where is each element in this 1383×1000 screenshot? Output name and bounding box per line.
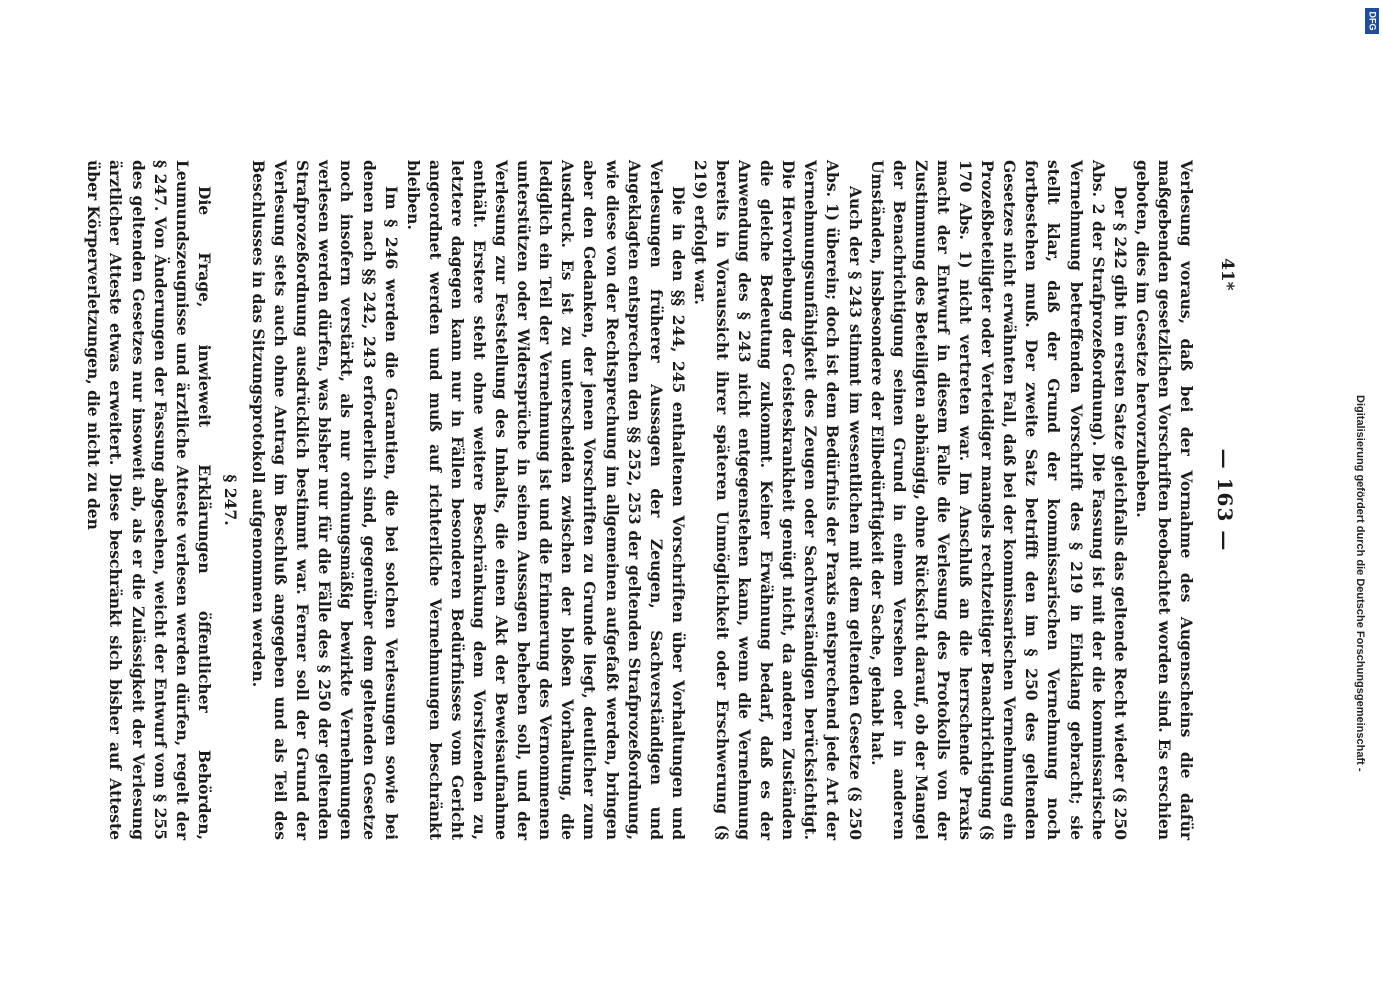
dfg-logo xyxy=(1365,8,1379,34)
paragraph: Die in den §§ 244, 245 enthaltenen Vorschriften über Vorhaltungen und Verlesungen früherer Aussagen der Zeugen, Sachverständigen und Angeklagten entsprechen den §§ 252, 253 der geltenden Strafprozeßordnung, wie diese von der Rechtsprechung im allgemeinen aufgefaßt werden, bringen aber den Gedanken, der jenen Vorschriften zu Grunde liegt, deutlicher zum Ausdruck. Es ist zu unterscheiden zwischen der bloßen Vorhaltung, die lediglich ein Teil der Vernehmung ist und die Erinnerung des Vernommenen unterstützen oder Widersprüche in seinen Aussagen beheben soll, und der Verlesung zur Feststellung des Inhalts, die einen Akt der Beweisaufnahme enthält. Erstere steht ohne weitere Beschränkung dem Vorsitzenden zu, letztere dagegen kann nur in Fällen besonderen Bedürfnisses vom Gericht angeordnet werden und muß auf richterliche Vernehmungen beschränkt bleiben. xyxy=(403,160,688,840)
page-number-header: — 163 — xyxy=(1213,448,1237,552)
funding-credit: Digitalisierung gefördert durch die Deutsche Forschungsgemeinschaft - xyxy=(1354,395,1366,772)
paragraph: Die Frage, inwieweit Erklärungen öffentlicher Behörden, Leumundszeugnisse und ärztliche Atteste verlesen werden dürfen, regelt der § 247. Von Änderungen der Fassung abgesehen, weicht der Entwurf vom § 255 des geltenden Gesetzes nur insoweit ab, als er die Zulässigkeit der Verlesung ärztlicher Atteste etwas erweitert. Diese beschränkt sich bisher auf Atteste über Körperverletzungen, die nicht zu den xyxy=(84,160,214,840)
dfg-logo-text: DFG xyxy=(1367,11,1377,31)
signature-mark: 41* xyxy=(1217,258,1237,291)
rotated-page xyxy=(84,160,1237,840)
section-heading: § 247. xyxy=(220,474,240,526)
paragraph: Der § 242 gibt im ersten Satze gleichfalls das geltende Recht wieder (§ 250 Abs. 2 der Strafprozeßordnung). Die Fassung ist mit der die kommissarische Vernehmung betreffenden Vorschrift des § 219 in Einklang gebracht; sie stellt klar, daß der Grund der kommissarischen Vernehmung noch fortbestehen muß. Der zweite Satz betrifft den im § 250 des geltenden Gesetzes nicht erwähnten Fall, daß bei der kommissarischen Vernehmung ein Prozeßbeteiligter oder Verteidiger mangels rechtzeitiger Benachrichtigung (§ 170 Abs. 1) nicht vertreten war. Im Anschluß an die herrschende Praxis macht der Entwurf in diesem Falle die Verlesung des Protokolls von der Zustimmung des Beteiligten abhängig, ohne Rücksicht darauf, ob der Mangel der Benachrichtigung seinen Grund in einem Versehen oder in anderen Umständen, insbesondere der Eilbedürftigkeit der Sache, gehabt hat. xyxy=(867,160,1130,840)
paragraph: Im § 246 werden die Garantien, die bei solchen Verlesungen sowie bei denen nach §§ 242, 243 erforderlich sind, gegenüber dem geltenden Gesetze noch insofern verstärkt, als nur ordnungsmäßig bewirkte Vernehmungen verlesen werden dürfen, was bisher nur für die Fälle des § 250 der geltenden Strafprozeßordnung ausdrücklich bestimmt war. Ferner soll der Grund der Verlesung stets auch ohne Antrag im Beschluß angegeben und als Teil des Beschlusses in das Sitzungsprotokoll aufgenommen werden. xyxy=(249,160,401,840)
paragraph: Verlesung voraus, daß bei der Vornahme des Augenscheins die dafür maßgebenden gesetzlichen Vorschriften beobachtet worden sind. Es erschien geboten, dies im Gesetze hervorzuheben. xyxy=(1132,160,1196,840)
body-text xyxy=(82,160,1197,840)
paragraph: Auch der § 243 stimmt im wesentlichen mit dem geltenden Gesetze (§ 250 Abs. 1) überein; doch ist dem Bedürfnis der Praxis entsprechend jede Art der Vernehmungsunfähigkeit des Zeugen oder Sachverständigen berücksichtigt. Die Hervorhebung der Geisteskrankheit genügt nicht, da anderen Zuständen die gleiche Bedeutung zukommt. Keiner Erwähnung bedarf, daß es der Anwendung des § 243 nicht entgegenstehen kann, wenn die Vernehmung bereits in Voraussicht ihrer späteren Unmöglichkeit oder Erschwerung (§ 219) erfolgt war. xyxy=(690,160,865,840)
